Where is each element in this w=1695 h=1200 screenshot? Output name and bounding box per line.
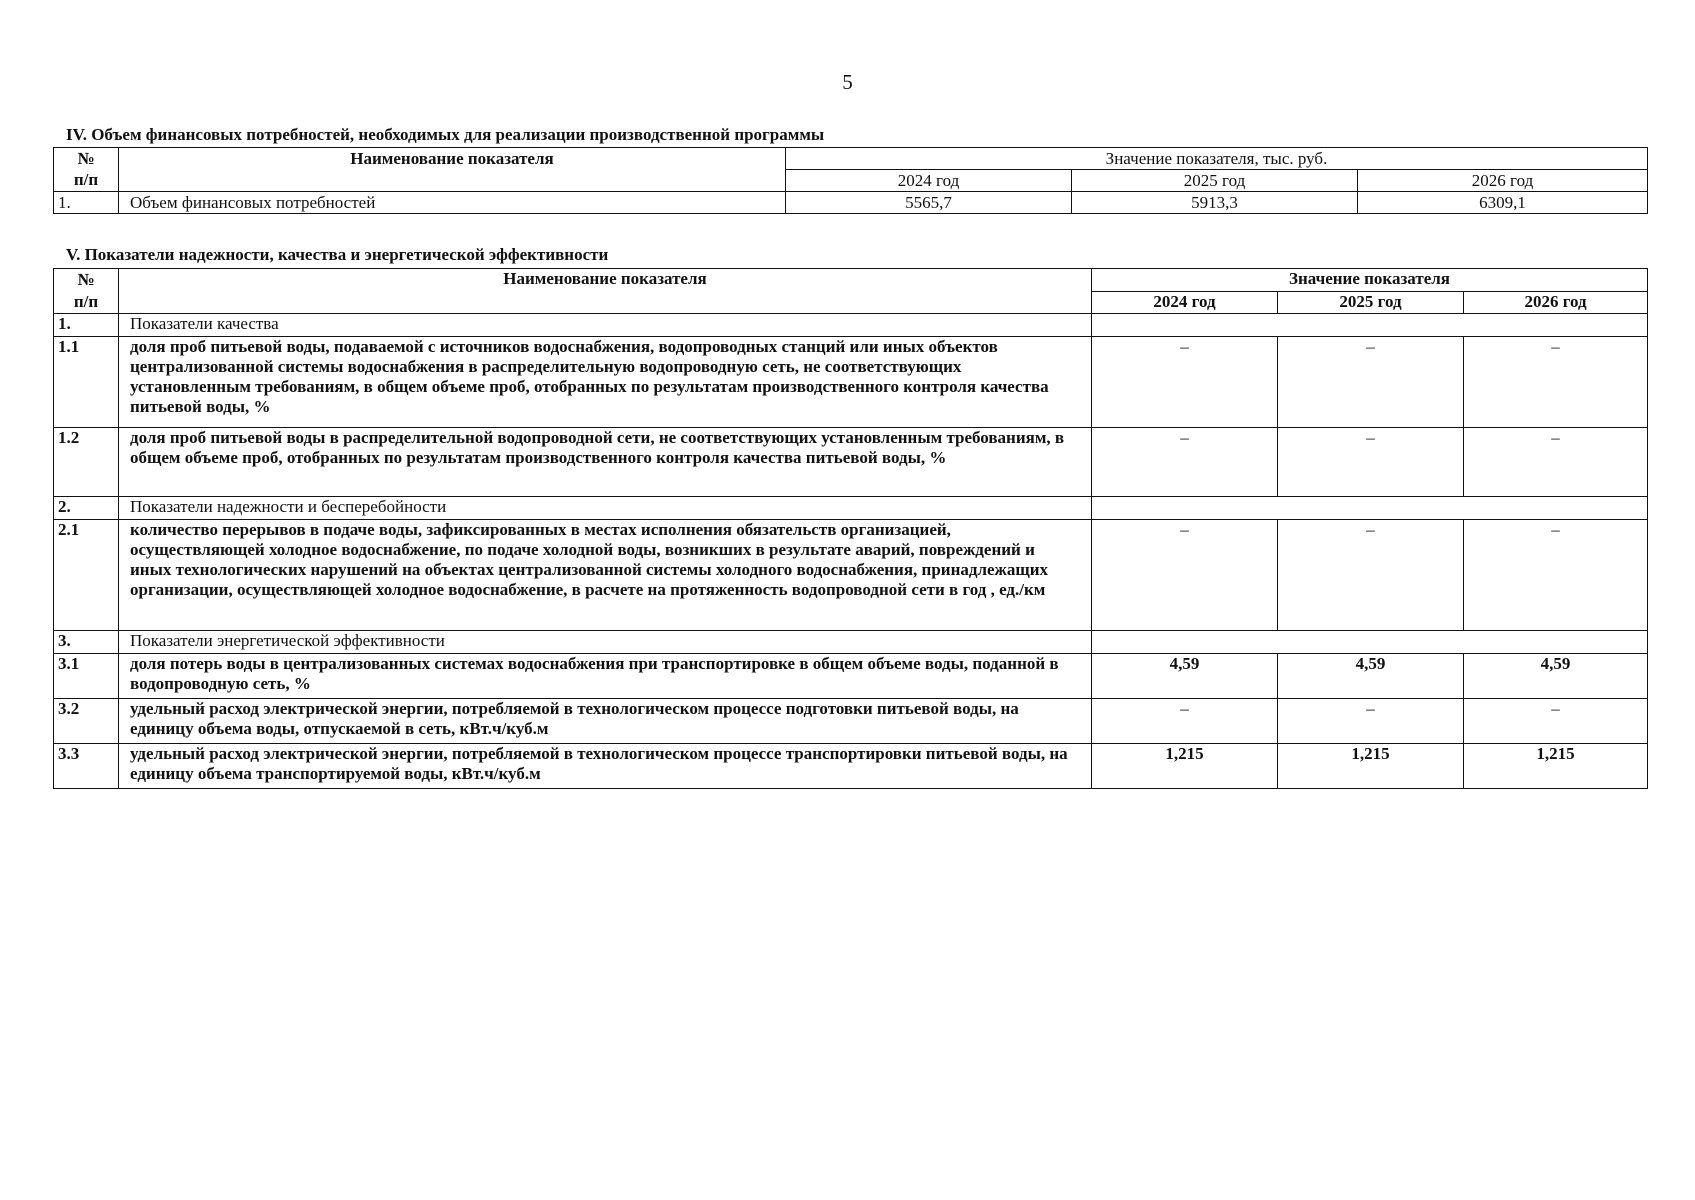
row-num: 3.3 [54, 744, 119, 789]
row-name: количество перерывов в подаче воды, зафиксированных в местах исполнения обязательств организацией, осуществляющей холодное водоснабжение, по подаче холодной воды, возникших в результате аварий, повреждений и иных технологических нарушений на объектах централизованной системы холодного водоснабжения, принадлежащих организации, осуществляющей холодное водоснабжение, в расчете на протяженность водопроводной сети в год , ед./км [119, 520, 1092, 631]
row-name: Показатели надежности и бесперебойности [119, 497, 1092, 520]
header-year-2025: 2025 год [1072, 170, 1358, 192]
row-name: доля потерь воды в централизованных системах водоснабжения при транспортировке в общем объеме воды, поданной в водопроводную сеть, % [119, 654, 1092, 699]
table-header-row [54, 269, 1648, 292]
table-section-row [54, 314, 1648, 337]
header-num: № п/п [54, 269, 119, 314]
table-row [54, 654, 1648, 699]
row-value-2026: – [1464, 699, 1648, 744]
row-num: 3. [54, 631, 119, 654]
row-value-2026: – [1464, 520, 1648, 631]
table-section-row [54, 631, 1648, 654]
row-value-2026: 6309,1 [1358, 192, 1648, 214]
table-header-row [54, 148, 1648, 170]
row-value-2024: – [1092, 337, 1278, 428]
row-value-2025: 1,215 [1278, 744, 1464, 789]
row-num: 3.1 [54, 654, 119, 699]
table-row [54, 744, 1648, 789]
row-num: 3.2 [54, 699, 119, 744]
page-number: 5 [842, 70, 853, 94]
section-5-title: V. Показатели надежности, качества и энергетической эффективности [66, 245, 609, 264]
row-value-2025: – [1278, 428, 1464, 497]
row-name: доля проб питьевой воды, подаваемой с источников водоснабжения, водопроводных станций или иных объектов централизованной системы водоснабжения в распределительную водопроводную сеть, не соответствующих установленным требованиям, в общем объеме проб, отобранных по результатам производственного контроля качества питьевой воды, % [119, 337, 1092, 428]
financial-needs-table [53, 147, 1648, 214]
section-4-title: IV. Объем финансовых потребностей, необходимых для реализации производственной программы [66, 125, 825, 144]
header-value-group: Значение показателя, тыс. руб. [786, 148, 1648, 170]
row-value-2026: – [1464, 337, 1648, 428]
row-num: 1. [54, 192, 119, 214]
row-value-2025: – [1278, 520, 1464, 631]
row-name: удельный расход электрической энергии, потребляемой в технологическом процессе транспортировки питьевой воды, на единицу объема транспортируемой воды, кВт.ч/куб.м [119, 744, 1092, 789]
row-value-2024: – [1092, 520, 1278, 631]
header-name: Наименование показателя [119, 148, 786, 192]
row-values-empty [1092, 314, 1648, 337]
row-name: Показатели энергетической эффективности [119, 631, 1092, 654]
header-year-2026: 2026 год [1358, 170, 1648, 192]
row-num: 1.1 [54, 337, 119, 428]
row-value-2025: – [1278, 699, 1464, 744]
row-value-2026: – [1464, 428, 1648, 497]
row-value-2025: – [1278, 337, 1464, 428]
row-value-2024: 1,215 [1092, 744, 1278, 789]
table-row [54, 192, 1648, 214]
header-year-2024: 2024 год [786, 170, 1072, 192]
header-name: Наименование показателя [119, 269, 1092, 314]
table-row [54, 337, 1648, 428]
row-num: 1. [54, 314, 119, 337]
row-value-2024: – [1092, 428, 1278, 497]
row-value-2024: 5565,7 [786, 192, 1072, 214]
row-value-2025: 4,59 [1278, 654, 1464, 699]
header-value-group: Значение показателя [1092, 269, 1648, 292]
row-value-2026: 1,215 [1464, 744, 1648, 789]
table-row [54, 428, 1648, 497]
row-value-2025: 5913,3 [1072, 192, 1358, 214]
row-value-2024: – [1092, 699, 1278, 744]
reliability-indicators-table [53, 268, 1648, 789]
table-section-row [54, 497, 1648, 520]
table-row [54, 699, 1648, 744]
row-num: 2. [54, 497, 119, 520]
header-year-2026: 2026 год [1464, 292, 1648, 314]
row-values-empty [1092, 497, 1648, 520]
header-num: № п/п [54, 148, 119, 192]
row-value-2024: 4,59 [1092, 654, 1278, 699]
row-num: 2.1 [54, 520, 119, 631]
row-name: доля проб питьевой воды в распределительной водопроводной сети, не соответствующих установленным требованиям, в общем объеме проб, отобранных по результатам производственного контроля качества питьевой воды, % [119, 428, 1092, 497]
row-name: удельный расход электрической энергии, потребляемой в технологическом процессе подготовки питьевой воды, на единицу объема воды, отпускаемой в сеть, кВт.ч/куб.м [119, 699, 1092, 744]
header-year-2024: 2024 год [1092, 292, 1278, 314]
row-value-2026: 4,59 [1464, 654, 1648, 699]
row-num: 1.2 [54, 428, 119, 497]
table-row [54, 520, 1648, 631]
row-name: Показатели качества [119, 314, 1092, 337]
row-name: Объем финансовых потребностей [119, 192, 786, 214]
header-year-2025: 2025 год [1278, 292, 1464, 314]
row-values-empty [1092, 631, 1648, 654]
